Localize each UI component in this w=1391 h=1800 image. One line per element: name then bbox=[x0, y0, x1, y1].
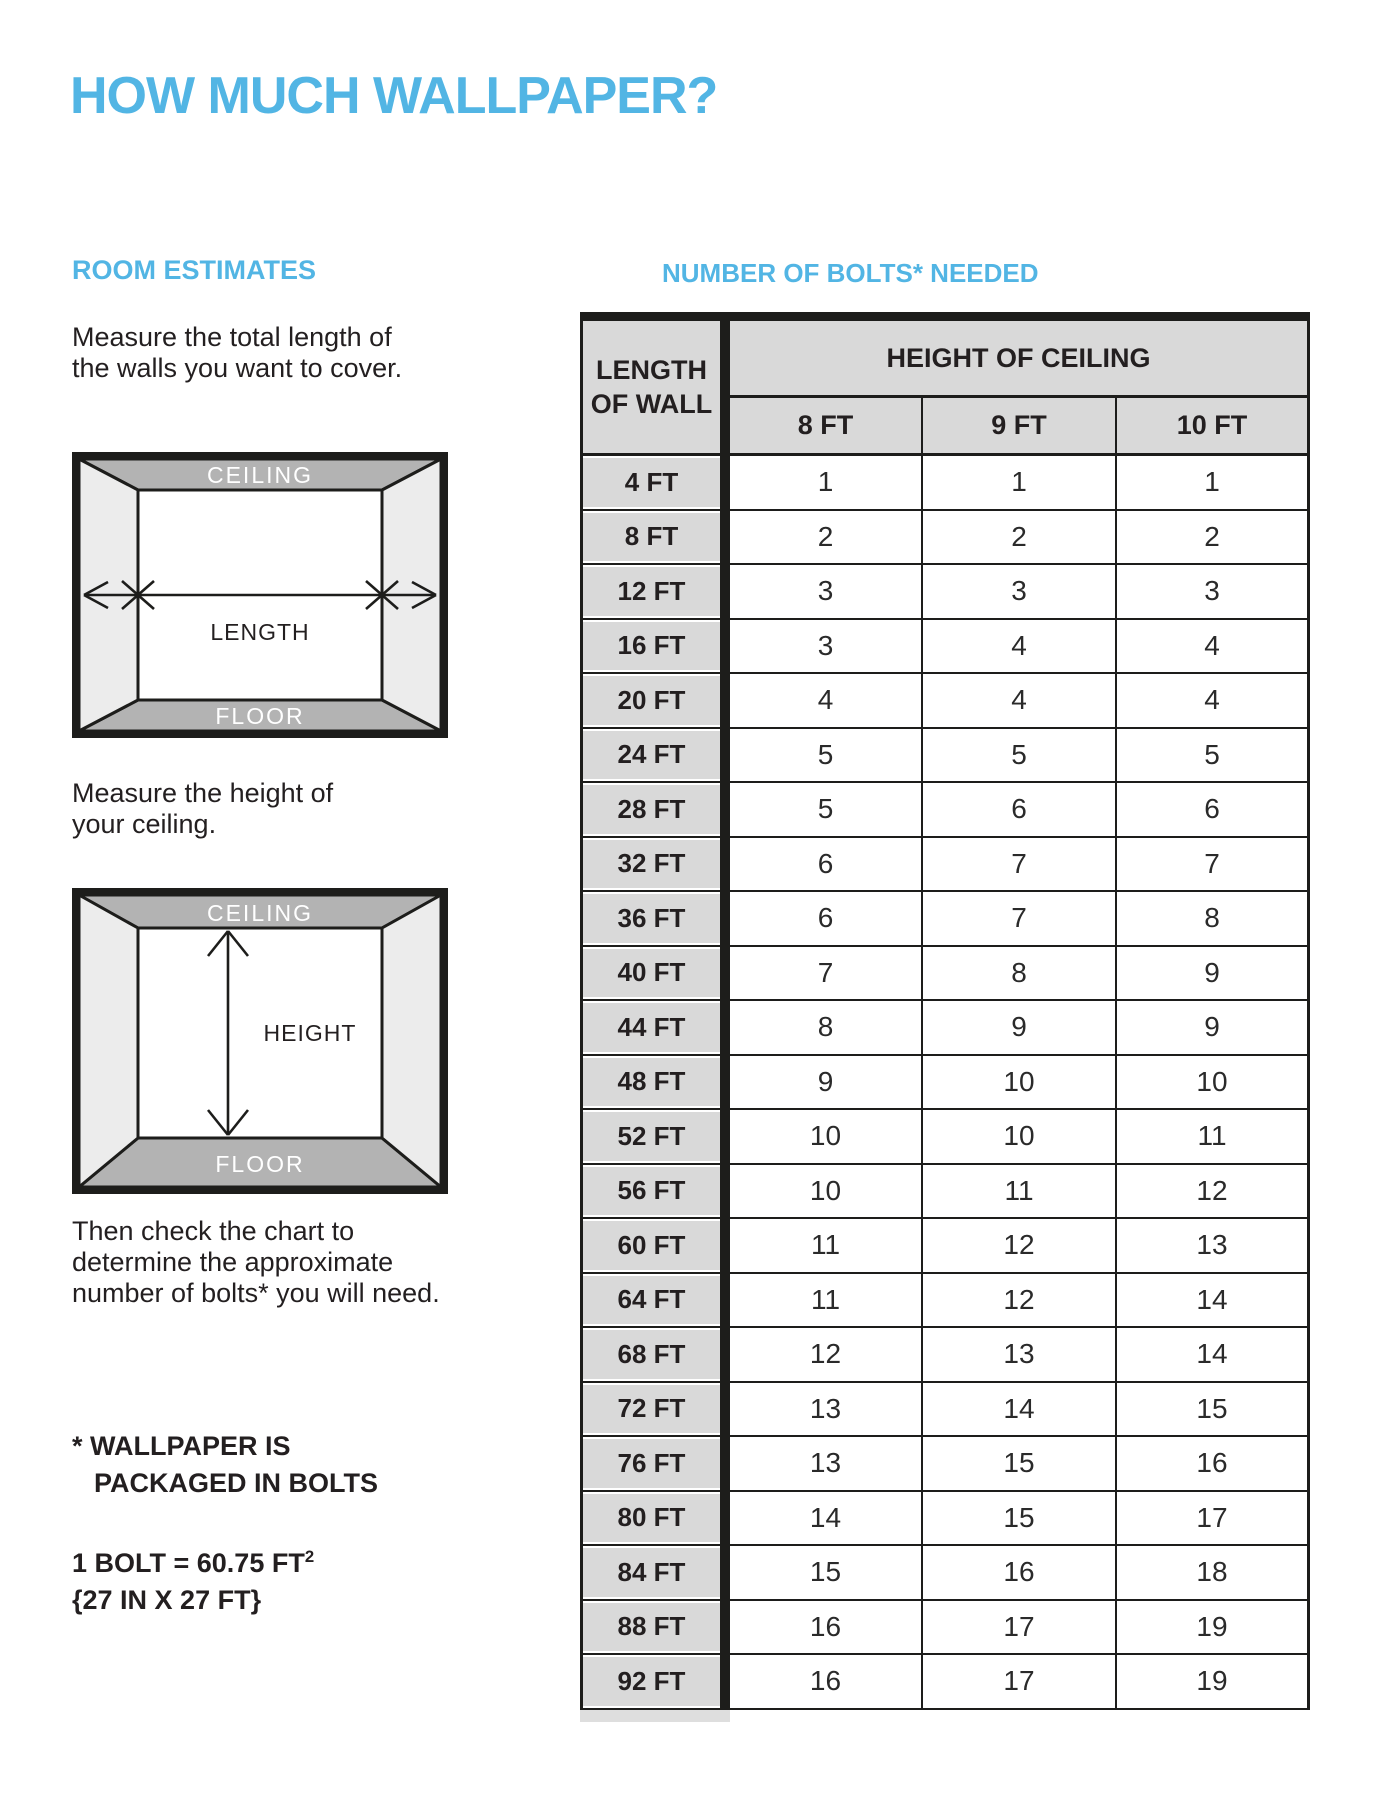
ceiling-height-diagram bbox=[72, 888, 448, 1194]
wall-length-cell: 32 FT bbox=[580, 838, 720, 893]
bolt-count-cell: 15 bbox=[730, 1546, 923, 1601]
column-divider bbox=[720, 321, 730, 456]
bolt-count-cell: 10 bbox=[730, 1110, 923, 1165]
wall-length-cell: 40 FT bbox=[580, 947, 720, 1002]
column-divider-segment bbox=[720, 565, 730, 620]
bolt-count-cell: 6 bbox=[923, 783, 1117, 838]
bolt-count-cell: 8 bbox=[1117, 892, 1310, 947]
wall-length-cell: 56 FT bbox=[580, 1165, 720, 1220]
bolt-count-cell: 16 bbox=[730, 1655, 923, 1710]
page-title: HOW MUCH WALLPAPER? bbox=[70, 67, 718, 125]
bolt-count-cell: 12 bbox=[1117, 1165, 1310, 1220]
bolt-count-cell: 7 bbox=[923, 892, 1117, 947]
wall-length-cell: 36 FT bbox=[580, 892, 720, 947]
bolt-count-cell: 14 bbox=[923, 1383, 1117, 1438]
bolt-count-cell: 5 bbox=[923, 729, 1117, 784]
step2-line1: Measure the height of bbox=[72, 778, 334, 808]
bolt-count-cell: 4 bbox=[1117, 620, 1310, 675]
room-estimates-heading: ROOM ESTIMATES bbox=[72, 255, 317, 285]
bolt-count-cell: 4 bbox=[1117, 674, 1310, 729]
bolt-count-cell: 4 bbox=[923, 674, 1117, 729]
bolt-count-cell: 14 bbox=[1117, 1328, 1310, 1383]
bolt-count-cell: 6 bbox=[730, 838, 923, 893]
bolt-count-cell: 5 bbox=[730, 783, 923, 838]
wall-length-cell: 92 FT bbox=[580, 1655, 720, 1710]
length-measure-label: LENGTH bbox=[210, 619, 310, 645]
column-divider-segment bbox=[720, 1655, 730, 1710]
wall-length-cell: 44 FT bbox=[580, 1001, 720, 1056]
row-header-line2: OF WALL bbox=[590, 389, 713, 419]
column-divider-segment bbox=[720, 1165, 730, 1220]
left-wall bbox=[79, 895, 138, 1187]
bolt-count-cell: 9 bbox=[1117, 1001, 1310, 1056]
bolt-count-cell: 11 bbox=[730, 1219, 923, 1274]
bolt-count-cell: 13 bbox=[923, 1328, 1117, 1383]
bolt-equation-block bbox=[72, 1538, 314, 1619]
bolt-count-cell: 15 bbox=[923, 1492, 1117, 1547]
bolt-count-cell: 3 bbox=[923, 565, 1117, 620]
wall-length-cell: 84 FT bbox=[580, 1546, 720, 1601]
bolt-count-cell: 7 bbox=[730, 947, 923, 1002]
table-bottom-shadow bbox=[580, 1710, 730, 1722]
room-length-diagram bbox=[72, 452, 448, 738]
bolt-count-cell: 10 bbox=[730, 1165, 923, 1220]
step1-line1: Measure the total length of bbox=[72, 322, 392, 352]
row-header-line1: LENGTH bbox=[596, 355, 707, 385]
bolt-count-cell: 4 bbox=[730, 674, 923, 729]
bolt-count-cell: 19 bbox=[1117, 1655, 1310, 1710]
bolt-table-body bbox=[580, 456, 1310, 1710]
bolt-count-cell: 3 bbox=[730, 565, 923, 620]
ceiling-8ft-header: 8 FT bbox=[730, 398, 923, 456]
wall-length-cell: 24 FT bbox=[580, 729, 720, 784]
bolt-count-cell: 3 bbox=[730, 620, 923, 675]
bolt-footnote bbox=[72, 1428, 378, 1502]
column-divider-segment bbox=[720, 1546, 730, 1601]
column-divider-segment bbox=[720, 1437, 730, 1492]
wall-length-cell: 48 FT bbox=[580, 1056, 720, 1111]
table-header bbox=[580, 321, 1310, 456]
column-divider-segment bbox=[720, 620, 730, 675]
footnote-line1: * WALLPAPER IS bbox=[72, 1431, 291, 1461]
step3-line3: number of bolts* you will need. bbox=[72, 1278, 440, 1308]
bolt-count-cell: 2 bbox=[730, 511, 923, 566]
bolt-equation-superscript: 2 bbox=[304, 1547, 315, 1566]
column-divider-segment bbox=[720, 456, 730, 511]
bolt-count-cell: 5 bbox=[1117, 729, 1310, 784]
bolt-count-cell: 14 bbox=[1117, 1274, 1310, 1329]
wall-length-cell: 72 FT bbox=[580, 1383, 720, 1438]
bolt-count-cell: 17 bbox=[923, 1601, 1117, 1656]
column-divider-segment bbox=[720, 1001, 730, 1056]
bolt-count-cell: 10 bbox=[1117, 1056, 1310, 1111]
bolts-table bbox=[580, 312, 1310, 1722]
ceiling-label: CEILING bbox=[206, 900, 314, 926]
wall-length-cell: 80 FT bbox=[580, 1492, 720, 1547]
bolt-count-cell: 9 bbox=[730, 1056, 923, 1111]
bolt-count-cell: 1 bbox=[730, 456, 923, 511]
column-divider-segment bbox=[720, 1056, 730, 1111]
wall-length-cell: 12 FT bbox=[580, 565, 720, 620]
wall-length-cell: 52 FT bbox=[580, 1110, 720, 1165]
bolt-count-cell: 6 bbox=[730, 892, 923, 947]
bolts-table-heading: NUMBER OF BOLTS* NEEDED bbox=[662, 258, 1039, 288]
bolt-count-cell: 11 bbox=[730, 1274, 923, 1329]
step2-instruction bbox=[72, 778, 333, 840]
bolt-count-cell: 8 bbox=[730, 1001, 923, 1056]
bolt-count-cell: 12 bbox=[730, 1328, 923, 1383]
wall-length-cell: 4 FT bbox=[580, 456, 720, 511]
bolt-count-cell: 12 bbox=[923, 1274, 1117, 1329]
column-divider-segment bbox=[720, 1601, 730, 1656]
column-divider-segment bbox=[720, 892, 730, 947]
bolt-count-cell: 7 bbox=[923, 838, 1117, 893]
bolt-count-cell: 16 bbox=[1117, 1437, 1310, 1492]
column-divider-segment bbox=[720, 511, 730, 566]
bolt-count-cell: 4 bbox=[923, 620, 1117, 675]
bolt-count-cell: 13 bbox=[1117, 1219, 1310, 1274]
bolt-count-cell: 13 bbox=[730, 1383, 923, 1438]
bolt-count-cell: 11 bbox=[1117, 1110, 1310, 1165]
bolt-count-cell: 7 bbox=[1117, 838, 1310, 893]
bolt-count-cell: 8 bbox=[923, 947, 1117, 1002]
bolt-count-cell: 18 bbox=[1117, 1546, 1310, 1601]
bolt-count-cell: 2 bbox=[1117, 511, 1310, 566]
step3-instruction bbox=[72, 1216, 440, 1309]
column-divider-segment bbox=[720, 838, 730, 893]
bolt-count-cell: 19 bbox=[1117, 1601, 1310, 1656]
bolt-dimensions: {27 IN X 27 FT} bbox=[72, 1585, 262, 1615]
step3-line1: Then check the chart to bbox=[72, 1216, 355, 1246]
bolt-count-cell: 2 bbox=[923, 511, 1117, 566]
bolt-count-cell: 1 bbox=[923, 456, 1117, 511]
bolt-count-cell: 9 bbox=[1117, 947, 1310, 1002]
bolt-count-cell: 10 bbox=[923, 1056, 1117, 1111]
row-header-length-of-wall bbox=[580, 321, 720, 456]
column-divider-segment bbox=[720, 1383, 730, 1438]
bolt-equation bbox=[72, 1538, 314, 1582]
column-divider-segment bbox=[720, 1110, 730, 1165]
step1-instruction bbox=[72, 322, 402, 384]
floor-label: FLOOR bbox=[215, 1151, 305, 1177]
floor-label: FLOOR bbox=[215, 703, 305, 729]
ceiling-label: CEILING bbox=[206, 462, 314, 488]
column-divider-segment bbox=[720, 1328, 730, 1383]
bolt-count-cell: 15 bbox=[923, 1437, 1117, 1492]
wall-length-cell: 16 FT bbox=[580, 620, 720, 675]
step3-line2: determine the approximate bbox=[72, 1247, 394, 1277]
bolt-equation-text: 1 BOLT = 60.75 FT bbox=[72, 1548, 305, 1578]
wall-length-cell: 64 FT bbox=[580, 1274, 720, 1329]
bolt-count-cell: 14 bbox=[730, 1492, 923, 1547]
bolt-count-cell: 17 bbox=[923, 1655, 1117, 1710]
wall-length-cell: 28 FT bbox=[580, 783, 720, 838]
column-divider-segment bbox=[720, 1219, 730, 1274]
wall-length-cell: 88 FT bbox=[580, 1601, 720, 1656]
bolt-count-cell: 1 bbox=[1117, 456, 1310, 511]
wall-length-cell: 76 FT bbox=[580, 1437, 720, 1492]
wall-length-cell: 8 FT bbox=[580, 511, 720, 566]
height-of-ceiling-header: HEIGHT OF CEILING bbox=[730, 321, 1310, 398]
bolt-count-cell: 5 bbox=[730, 729, 923, 784]
ceiling-9ft-header: 9 FT bbox=[923, 398, 1117, 456]
bolt-count-cell: 9 bbox=[923, 1001, 1117, 1056]
bolt-count-cell: 17 bbox=[1117, 1492, 1310, 1547]
column-divider-segment bbox=[720, 674, 730, 729]
bolt-count-cell: 10 bbox=[923, 1110, 1117, 1165]
ceiling-10ft-header: 10 FT bbox=[1117, 398, 1310, 456]
wall-length-cell: 68 FT bbox=[580, 1328, 720, 1383]
bolt-count-cell: 16 bbox=[730, 1601, 923, 1656]
wall-length-cell: 60 FT bbox=[580, 1219, 720, 1274]
bolt-count-cell: 13 bbox=[730, 1437, 923, 1492]
column-divider-segment bbox=[720, 729, 730, 784]
bolt-count-cell: 11 bbox=[923, 1165, 1117, 1220]
column-divider-segment bbox=[720, 947, 730, 1002]
column-divider-segment bbox=[720, 1492, 730, 1547]
height-measure-label: HEIGHT bbox=[263, 1020, 357, 1046]
step1-line2: the walls you want to cover. bbox=[72, 353, 403, 383]
bolt-count-cell: 16 bbox=[923, 1546, 1117, 1601]
bolt-count-cell: 12 bbox=[923, 1219, 1117, 1274]
bolt-count-cell: 15 bbox=[1117, 1383, 1310, 1438]
wall-length-cell: 20 FT bbox=[580, 674, 720, 729]
footnote-line2: PACKAGED IN BOLTS bbox=[94, 1468, 379, 1498]
column-divider-segment bbox=[720, 783, 730, 838]
step2-line2: your ceiling. bbox=[72, 809, 217, 839]
column-divider-segment bbox=[720, 1274, 730, 1329]
table-top-border bbox=[580, 312, 1310, 321]
bolt-count-cell: 6 bbox=[1117, 783, 1310, 838]
right-wall bbox=[382, 895, 441, 1187]
bolt-count-cell: 3 bbox=[1117, 565, 1310, 620]
